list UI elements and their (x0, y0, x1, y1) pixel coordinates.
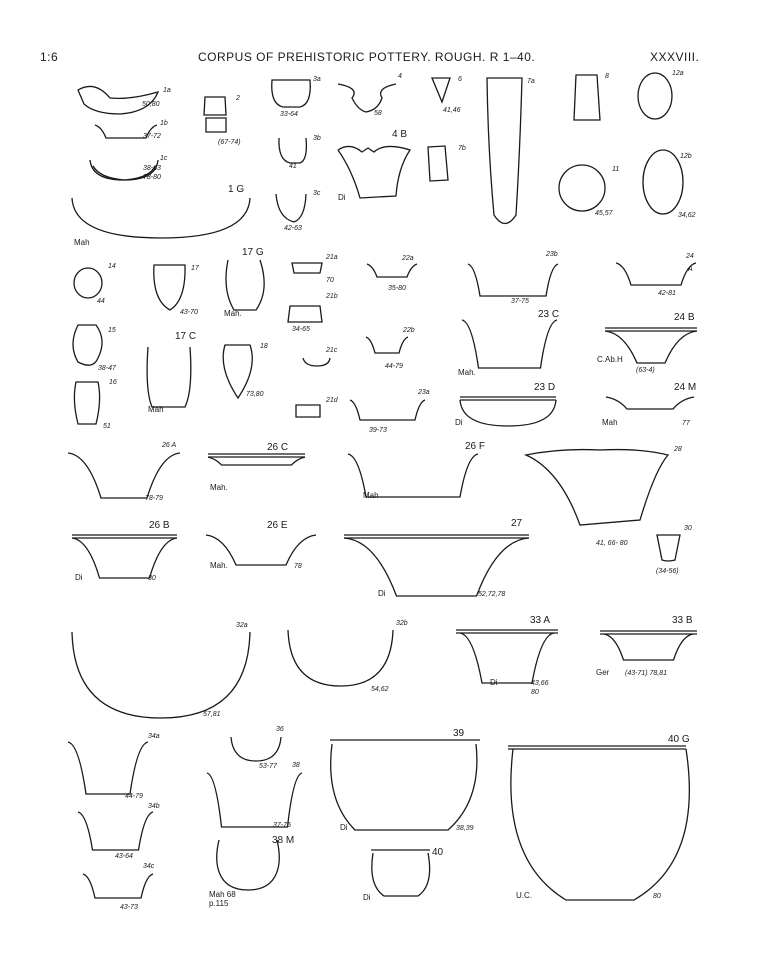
vessel-dates: 80 (531, 689, 539, 696)
vessel-number: 26 F (465, 441, 486, 452)
vessel-profile (508, 746, 686, 749)
vessel-dates: 42-63 (284, 225, 302, 232)
vessel-dates: 41, 66- 80 (596, 540, 628, 547)
vessel-site: Mah (74, 238, 90, 247)
vessel-profile (616, 263, 696, 285)
vessel-number: 36 (276, 726, 284, 733)
vessel-profile (226, 260, 264, 310)
vessel-profile (204, 97, 226, 115)
vessel-number: 8 (605, 73, 609, 80)
vessel-site: Ger (596, 668, 610, 677)
vessel-profile (574, 75, 600, 120)
vessel-dates: (67-74) (218, 139, 241, 146)
vessel-1b (95, 120, 168, 140)
vessel-38m (209, 835, 294, 908)
vessel-12a (638, 70, 684, 119)
vessel-8 (574, 73, 609, 120)
vessel-profile (208, 454, 305, 457)
vessel-40 (363, 847, 444, 902)
vessel-number: 12b (680, 153, 692, 160)
vessel-profile (231, 737, 281, 761)
vessel-site: Mah. (210, 483, 228, 492)
vessel-17g (224, 247, 264, 318)
vessel-3c (276, 190, 321, 232)
vessel-number: 21d (326, 397, 338, 404)
vessel-dates: 45,57 (595, 210, 613, 217)
vessel-profile (276, 194, 306, 222)
vessel-profile (68, 742, 148, 794)
vessel-number: 30 (684, 525, 692, 532)
vessel-number: 1c (160, 155, 168, 162)
vessel-profile (72, 535, 177, 538)
vessel-dates: (63-4) (636, 367, 655, 374)
vessel-profile (604, 634, 693, 660)
vessel-7b (428, 145, 466, 181)
vessel-dates: 42-81 (658, 290, 676, 297)
vessel-34c (83, 863, 155, 911)
vessel-1c (90, 155, 168, 181)
vessel-number: 21b (326, 293, 338, 300)
vessel-number: 11 (612, 166, 620, 173)
vessel-profile (344, 535, 529, 538)
vessel-dates: 35-80 (388, 285, 406, 292)
vessel-21c (303, 347, 338, 366)
vessel-dates: 43,66 (531, 680, 549, 687)
vessel-28 (526, 446, 682, 547)
vessel-dates: 78 (294, 563, 302, 570)
vessel-profile (462, 320, 557, 368)
vessel-site: Di (490, 678, 498, 687)
vessel-profile (526, 450, 668, 525)
vessel-6 (432, 76, 462, 114)
vessel-34b (78, 803, 160, 860)
vessel-profile (72, 198, 250, 238)
vessel-site: Mah (363, 491, 379, 500)
vessel-number: 26 E (267, 520, 288, 531)
vessel-profile (78, 812, 153, 850)
vessel-profile (208, 457, 305, 465)
vessel-sub: A (688, 266, 693, 273)
vessel-dates: 70 (326, 277, 334, 284)
vessel-dates: 57,81 (203, 711, 221, 718)
vessel-number: 24 B (674, 312, 695, 323)
vessel-34a (68, 733, 160, 800)
vessel-site: Di (455, 418, 463, 427)
vessel-profile (468, 264, 558, 296)
vessel-site: Di (338, 193, 346, 202)
vessel-number: 3c (313, 190, 321, 197)
vessel-site: Di (363, 893, 371, 902)
vessel-number: 12a (672, 70, 684, 77)
vessel-profile (367, 264, 417, 277)
vessel-26a (68, 442, 180, 502)
vessel-number: 34c (143, 863, 155, 870)
vessel-number: 24 M (674, 382, 697, 393)
vessel-profile (154, 265, 185, 310)
vessel-profile (657, 535, 680, 561)
vessel-profile (511, 749, 689, 900)
vessel-number: 2 (236, 95, 240, 102)
vessel-23d (455, 382, 556, 427)
vessel-dates: 80 (653, 893, 661, 900)
vessel-dates: 34,62 (678, 212, 696, 219)
vessel-dates: 50,80 (142, 101, 160, 108)
vessel-21a (292, 254, 338, 284)
vessel-22a (367, 255, 417, 292)
vessel-site: Mah. (224, 309, 242, 318)
vessel-number: 17 G (242, 247, 264, 258)
vessel-26e (206, 520, 316, 570)
vessel-14 (74, 263, 116, 305)
vessel-30 (656, 525, 692, 575)
vessel-number: 33 B (672, 615, 693, 626)
vessel-dates: 54,62 (371, 686, 389, 693)
vessel-26c (208, 442, 305, 492)
vessel-24 (616, 253, 696, 297)
vessel-profile (460, 633, 554, 683)
vessel-profile (456, 630, 558, 633)
vessel-number: 16 (109, 379, 117, 386)
vessel-dates: 44-79 (385, 363, 403, 370)
vessel-number: 4 B (392, 129, 408, 140)
vessel-33b (596, 615, 697, 677)
vessel-profile (279, 138, 306, 163)
vessel-3b (279, 135, 321, 170)
plate-title: CORPUS OF PREHISTORIC POTTERY. ROUGH. R 1–40. (198, 50, 536, 64)
vessel-24m (602, 382, 696, 427)
vessel-18 (223, 343, 268, 398)
vessel-21b (288, 293, 338, 333)
vessel-profile (147, 347, 191, 407)
vessel-profile (296, 405, 320, 417)
vessel-site: Mah. (458, 368, 476, 377)
vessel-4 (338, 73, 402, 117)
vessel-26f (348, 441, 485, 500)
vessel-dates: 38-47 (98, 365, 116, 372)
vessel-number: 40 (432, 847, 444, 858)
vessel-dates: 37-75 (511, 298, 529, 305)
vessel-dates: 43-73 (120, 904, 138, 911)
vessel-dates: 80 (148, 575, 156, 582)
vessel-number: 1a (163, 87, 171, 94)
vessel-number: 1 G (228, 184, 245, 195)
vessel-number: 18 (260, 343, 268, 350)
vessel-number: 32b (396, 620, 408, 627)
vessel-number: 33 A (530, 615, 551, 626)
vessel-site: Mah 68 (209, 890, 236, 899)
vessel-profile (432, 78, 450, 102)
vessel-site: U.C. (516, 891, 532, 900)
vessel-site: Di (75, 573, 83, 582)
vessel-number: 21a (326, 254, 338, 261)
vessel-number: 23 C (538, 309, 560, 320)
vessel-dates: 41,46 (443, 107, 461, 114)
vessel-number: 21c (326, 347, 338, 354)
vessel-27 (344, 518, 529, 598)
vessel-number: 23a (418, 389, 430, 396)
vessel-profile (72, 632, 250, 718)
vessel-16 (74, 379, 116, 430)
vessel-profile (292, 263, 322, 273)
vessel-profile (371, 850, 430, 896)
vessel-dates: 38-63 (143, 165, 161, 172)
vessel-number: 28 (674, 446, 682, 453)
vessel-profile (606, 397, 694, 409)
vessel-12b (643, 150, 696, 219)
vessel-number: 26 C (267, 442, 289, 453)
vessel-number: 26 B (149, 520, 170, 531)
vessel-number: 3a (313, 76, 321, 83)
vessel-profile (288, 306, 322, 322)
vessel-dates: 53-77 (259, 763, 277, 770)
vessel-profile (559, 165, 605, 211)
vessel-number: 3b (313, 135, 321, 142)
vessel-profile (73, 325, 102, 365)
vessel-number: 34a (148, 733, 160, 740)
vessel-profile (487, 78, 522, 224)
vessel-number: 27 (511, 518, 523, 529)
vessel-profile (350, 400, 425, 420)
vessel-1a (78, 86, 171, 114)
vessel-site: Mah (602, 418, 618, 427)
vessel-22b (366, 327, 415, 370)
vessel-36 (231, 726, 284, 770)
vessel-profile (68, 453, 180, 498)
vessel-dates: 77 (682, 420, 690, 427)
vessel-number: 7a (527, 78, 535, 85)
vessel-number: 17 (191, 265, 199, 272)
vessel-profile (207, 773, 302, 827)
vessel-site: Di (378, 589, 386, 598)
vessel-number: 34b (148, 803, 160, 810)
vessel-dates: 78-79 (145, 495, 163, 502)
vessel-23a (350, 389, 430, 434)
vessel-profile (605, 328, 697, 331)
vessel-profile (344, 538, 529, 596)
vessel-7a (487, 78, 535, 224)
vessel-number: 23b (546, 251, 558, 258)
vessel-dates: 41 (289, 163, 297, 170)
vessel-26b (72, 520, 177, 582)
vessel-33a (456, 615, 558, 696)
vessel-4b (338, 129, 410, 202)
vessel-dates: 43-70 (180, 309, 198, 316)
vessel-dates: 39-73 (369, 427, 387, 434)
vessel-profile (366, 337, 408, 353)
vessel-number: 4 (398, 73, 402, 80)
vessel-number: 14 (108, 263, 116, 270)
vessel-38 (207, 762, 302, 829)
vessel-dates: 73,80 (246, 391, 264, 398)
vessel-profile (338, 146, 410, 198)
vessel-profile (272, 80, 311, 107)
vessel-dates: 78-80 (143, 174, 161, 181)
vessel-17 (154, 265, 200, 316)
vessel-11 (559, 165, 619, 217)
vessel-40g (508, 734, 690, 900)
vessel-number: 32a (236, 622, 248, 629)
vessel-profile (303, 358, 330, 366)
vessel-site: Mah (148, 405, 164, 414)
vessel-1g (72, 184, 250, 247)
vessel-number: 38 (292, 762, 300, 769)
vessel-profile (338, 84, 396, 112)
vessel-profile (206, 118, 226, 132)
vessel-profile (643, 150, 683, 214)
vessel-32a (72, 622, 250, 718)
vessel-dates: 51 (103, 423, 111, 430)
vessel-number: 7b (458, 145, 466, 152)
vessel-profile (460, 400, 556, 426)
vessel-profile (288, 630, 393, 686)
vessel-15 (73, 325, 117, 372)
vessel-2 (204, 95, 241, 146)
vessel-3a (272, 76, 321, 118)
vessel-24b (597, 312, 697, 374)
vessel-profile (638, 73, 672, 119)
vessel-profile (428, 146, 448, 181)
vessel-site: p.115 (209, 899, 229, 908)
vessel-number: 6 (458, 76, 462, 83)
vessel-32b (288, 620, 408, 693)
vessel-number: 23 D (534, 382, 556, 393)
vessel-profile (217, 840, 279, 890)
vessel-site: Mah. (210, 561, 228, 570)
vessel-dates: (34-56) (656, 568, 679, 575)
plate-number: XXXVIII. (650, 50, 700, 64)
vessel-number: 1b (160, 120, 168, 127)
vessel-dates: 58 (374, 110, 382, 117)
vessel-number: 24 (686, 253, 694, 260)
vessel-number: 22b (403, 327, 415, 334)
vessel-number: 39 (453, 728, 465, 739)
vessel-number: 38 M (272, 835, 295, 846)
vessel-dates: 37-72 (143, 133, 161, 140)
vessel-number: 15 (108, 327, 116, 334)
vessel-profile (600, 631, 697, 634)
vessel-39 (330, 728, 480, 832)
vessel-dates: 43-64 (115, 853, 133, 860)
vessel-number: 22a (402, 255, 414, 262)
vessel-21d (296, 397, 339, 417)
vessel-site: C.Ab.H (597, 355, 623, 364)
vessel-profile (460, 397, 556, 400)
vessel-dates: 37-75 (273, 822, 291, 829)
vessel-profile (83, 874, 153, 898)
vessel-dates: 44-79 (125, 793, 143, 800)
vessel-17c (147, 331, 196, 414)
vessel-dates: 34-65 (292, 326, 310, 333)
vessel-number: 17 C (175, 331, 197, 342)
vessel-dates: 33-64 (280, 111, 298, 118)
vessel-profile (74, 268, 102, 298)
vessel-23b (468, 251, 558, 305)
vessel-site: Di (340, 823, 348, 832)
vessel-dates: (43-71) 78,81 (625, 670, 668, 677)
vessel-profile (74, 382, 99, 424)
vessel-number: 26 A (162, 442, 177, 449)
vessel-dates: 38,39 (456, 825, 474, 832)
vessel-profile (72, 538, 177, 578)
vessel-dates: 52,72,78 (478, 591, 506, 598)
vessel-dates: 44 (97, 298, 105, 305)
vessel-profile (330, 740, 480, 830)
vessel-23c (458, 309, 559, 377)
vessel-number: 40 G (668, 734, 690, 745)
plate-scale: 1:6 (40, 50, 59, 64)
